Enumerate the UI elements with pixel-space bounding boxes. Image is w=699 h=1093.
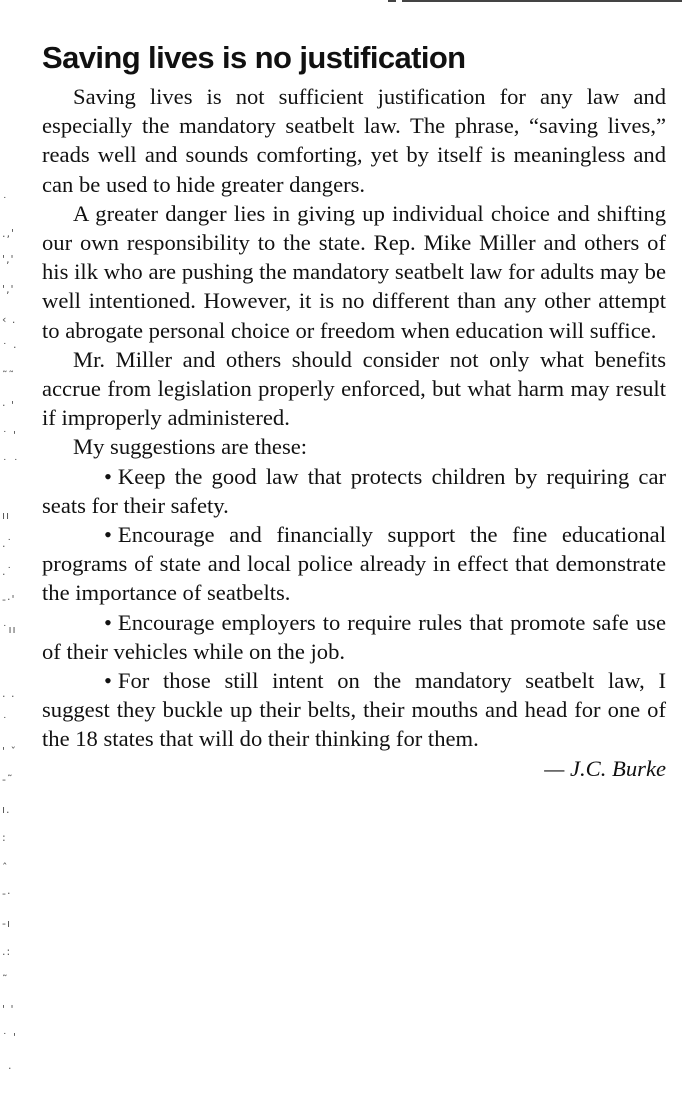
paragraph-2: A greater danger lies in giving up individual choice and shifting our own responsibility to the state. Rep. Mike Miller and others of his ilk who are pushing the mandatory seatbelt law for adults may be well intentioned. However, it is no different than any other attempt to abrogate personal choice or freedom when education will suffice. [42, 200, 666, 343]
bottom-fragment: · [8, 1062, 12, 1075]
paragraph-3: Mr. Miller and others should consider not only what benefits accrue from legislation properly enforced, but what harm may result if improperly administered. [42, 346, 666, 431]
bullet-icon: • [104, 463, 112, 489]
suggestion-4-text: For those still intent on the mandatory seatbelt law, I suggest they buckle up their belts, their mouths and head for one of the 18 states that will do their thinking for them. [42, 668, 666, 752]
suggestion-3-text: Encourage employers to require rules that promote safe use of their vehicles while on the job. [42, 609, 666, 664]
letter-article [42, 38, 666, 783]
top-rule [0, 0, 699, 16]
paragraph-1: Saving lives is not sufficient justification for any law and especially the mandatory seatbelt law. The phrase, “saving lives,” reads well and sounds comforting, yet by itself is meaningless and can be used to hide greater dangers. [42, 84, 666, 197]
headline: Saving lives is no justification [42, 40, 466, 75]
suggestion-1 [42, 462, 666, 520]
bullet-icon: • [104, 668, 112, 694]
signature: — J.C. Burke [544, 755, 666, 781]
suggestion-4 [42, 666, 666, 754]
bullet-icon: • [104, 522, 112, 548]
bullet-icon: • [104, 609, 112, 635]
suggestion-1-text: Keep the good law that protects children by requiring car seats for their safety. [42, 463, 666, 518]
letter-body [42, 82, 666, 783]
paragraph-4: My suggestions are these: [73, 434, 308, 460]
suggestion-2-text: Encourage and financially support the fine educational programs of state and local police already in effect that demonstrate the importance of seatbelts. [42, 522, 666, 606]
suggestion-2 [42, 520, 666, 608]
suggestion-3 [42, 608, 666, 666]
adjacent-column-fragments: ˙ .‚' '‚' '‚' ‹ . ˙ · ˜˜ · ' ˙ ' ˙ ˙ ıı .˙ .˙ -·' ˙ıı . . ˙ ' ˇ -˜ ı. : ˆ -· -ı .: ˜ ' ' ˙ ' [2, 195, 20, 1044]
